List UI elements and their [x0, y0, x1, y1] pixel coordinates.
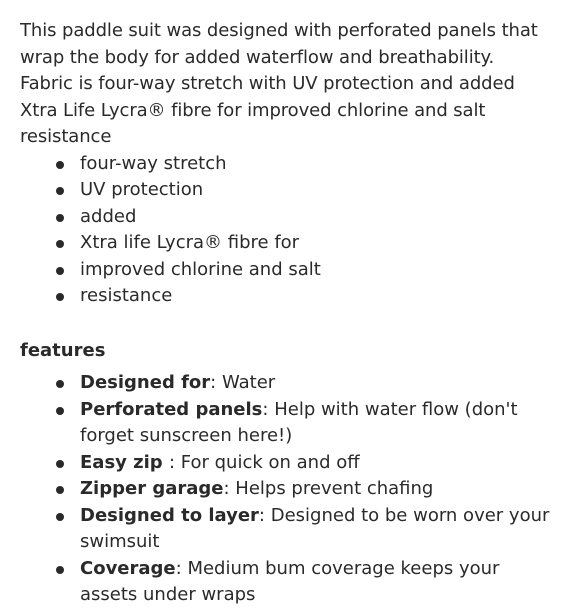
feature-separator: :	[210, 372, 222, 393]
feature-name: Easy zip	[80, 451, 169, 473]
feature-separator: :	[258, 504, 271, 526]
feature-text: Designed to be worn over your swimsuit	[80, 504, 550, 552]
list-item-text: resistance	[80, 285, 173, 306]
feature-item	[20, 397, 550, 450]
list-item-text: UV protection	[80, 179, 204, 200]
product-description	[20, 18, 560, 609]
list-item-text: added	[80, 205, 137, 227]
description-paragraph: This paddle suit was designed with perforated panels that wrap the body for added waterflow and breathability. Fabric is four-way stretch with UV protection and added Xtra Life Lycra® fibre for improved chlorine and salt resistance	[20, 20, 538, 147]
feature-item	[20, 503, 550, 556]
feature-item	[20, 450, 550, 477]
feature-text: Medium bum coverage keeps your assets under wraps	[80, 557, 500, 605]
list-item-text: improved chlorine and salt	[80, 258, 321, 280]
list-item-text: four-way stretch	[80, 152, 227, 174]
feature-separator: :	[168, 451, 181, 473]
feature-name: Designed for	[80, 372, 211, 393]
feature-name: Perforated panels	[80, 398, 263, 420]
feature-separator: :	[223, 478, 236, 499]
feature-separator: :	[262, 398, 275, 420]
list-item	[20, 283, 560, 310]
feature-item	[20, 556, 550, 609]
feature-name: Coverage	[80, 557, 176, 579]
list-item-text: Xtra life Lycra® fibre for	[80, 232, 300, 253]
spec-list	[20, 151, 560, 310]
feature-text: Help with water flow (don't forget sunscreen here!)	[80, 398, 518, 446]
features-heading: features	[20, 339, 106, 361]
feature-text: Helps prevent chafing	[235, 478, 434, 499]
feature-separator: :	[175, 557, 188, 579]
feature-name: Zipper garage	[80, 478, 224, 499]
list-item	[20, 151, 560, 178]
feature-text: Water	[221, 372, 276, 393]
list-item	[20, 204, 560, 231]
list-item	[20, 177, 560, 204]
feature-name: Designed to layer	[80, 504, 259, 526]
feature-list	[20, 370, 560, 609]
list-item	[20, 257, 560, 284]
list-item	[20, 230, 560, 257]
feature-text: For quick on and off	[180, 451, 360, 473]
feature-item	[20, 370, 550, 397]
feature-item	[20, 476, 550, 503]
